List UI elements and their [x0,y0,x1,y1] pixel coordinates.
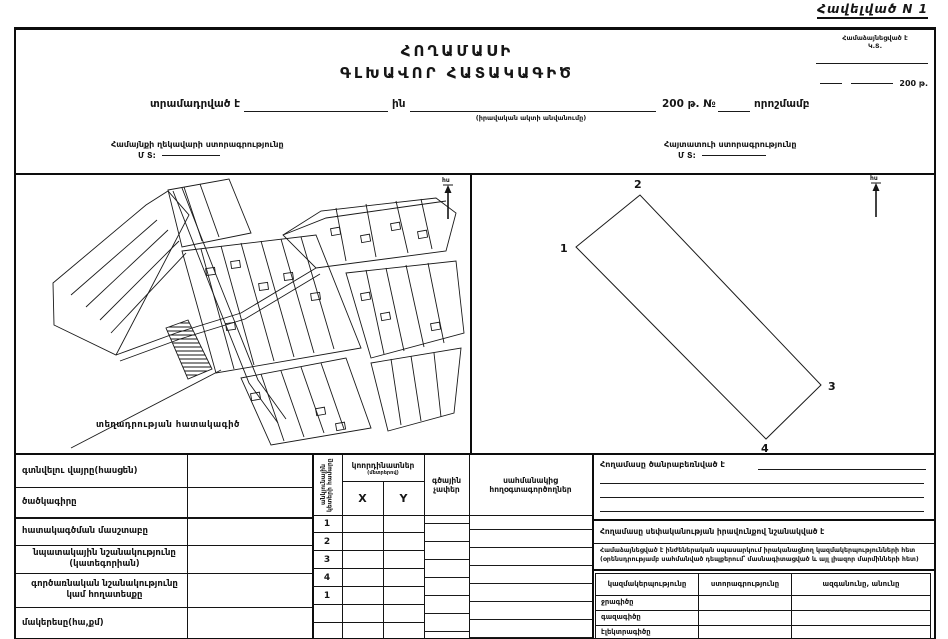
plot-vertex-2: 2 [634,178,642,191]
encumbrance-blank-0 [758,469,926,470]
attr-label-purpose: նպատակային նշանակությունը (կատեգորիան) [33,548,176,569]
north-label-right: հս [870,175,878,182]
plot-plan-svg [472,173,934,453]
attr-row-area [16,607,312,639]
signature-right-seal-row [678,151,766,160]
encumbrance-blank-3 [600,511,924,512]
adjacent-users-ruled-lines [469,529,592,639]
linear-header: գծային չափեր [431,476,462,494]
date-blank-month [851,83,893,84]
approval-block [816,34,934,51]
point-number: 1 [323,518,331,529]
form-sheet [14,27,936,639]
services-row-gas: գազագիծը [596,610,703,626]
provision-blank-act [410,111,656,112]
corner-number-header-cell [312,455,342,515]
provision-blank-number [718,111,750,112]
form-title-line1: ՀՈՂԱՄԱՍԻ [400,42,514,60]
coord-row-7 [312,623,424,639]
agreement-text [592,544,934,564]
point-number: 3 [323,554,331,565]
y-header: Y [399,491,408,505]
signature-right-label: Հայտատուի ստորագրությունը [664,140,797,149]
north-arrow-left-icon [443,185,453,219]
signature-left-seal: Մ Տ: [138,151,156,160]
linear-measures-ruled-lines [424,523,469,639]
provision-act-caption: (իրավական ակտի անվանումը) [475,114,587,122]
coord-row-4 [312,569,424,587]
signature-right-seal: Մ Տ: [678,151,696,160]
signature-right-blank [702,155,766,156]
corner-number-header: անկյունային կետերի համարը [319,458,333,512]
attr-row-location [16,455,312,488]
location-plan-caption: տեղադրության հատակագիծ [96,420,240,430]
map-parcels [53,179,464,448]
provision-year-label: 200 թ. № [662,98,716,110]
provision-blank-recipient [244,111,388,112]
services-header-name: ազգանունը, անունը [792,574,930,596]
plot-boundary [576,195,821,439]
coords-header: կոորդինատներ [351,460,415,470]
encumbrance-label: Հողամասը ծանրաբեռնված է [600,460,725,469]
services-col-border-2 [791,574,792,639]
point-number: 2 [323,536,331,547]
approval-date-suffix: 200 թ. [899,79,928,88]
signature-left-label: Համայնքի ղեկավարի ստորագրությունը [111,140,284,149]
approval-seal: Կ.Տ. [867,42,883,51]
plot-vertex-1: 1 [560,242,568,255]
attr-value-divider [187,455,188,639]
coords-header-cell [342,455,424,481]
point-number: 4 [323,572,331,583]
services-table [595,573,931,639]
agreement-section [592,543,934,570]
provision-decision-label: որոշմամբ [754,98,810,110]
attr-label-area: մակերեսը(հա,քմ) [22,617,104,628]
coord-row-5 [312,587,424,605]
attr-label-code: ծածկագիրը [22,496,77,507]
bottom-band [16,453,934,639]
plot-vertex-3: 3 [828,380,836,393]
form-title-line2: ԳԼԽԱՎՈՐ ՀԱՏԱԿԱԳԻԾ [340,64,574,82]
attr-label-scale: հատակագծման մասշտաբը [22,525,148,536]
signature-left-blank [162,155,220,156]
services-row-line-1 [698,610,930,611]
services-row-water: ջրագիծը [596,595,703,611]
appendix-label: Հավելված N 1 [817,2,928,19]
attr-row-purpose [16,545,312,574]
provision-to-label: ին [392,98,406,110]
agreement-line1: Համաձայնեցված է ինժեներական սպասարկում իրականացնող կազմակերպությունների հետ [600,547,916,554]
cadastral-map-svg [16,173,470,453]
services-section [592,569,934,639]
signature-left-seal-row [138,151,220,160]
point-number: 1 [323,590,331,601]
services-row-electric: էլեկտրագիծը [601,628,651,637]
x-header-cell [342,481,383,515]
encumbrance-blank-1 [600,483,924,484]
adjacent-header: սահմանակից հողօգտագործողներ [489,476,572,494]
coord-row-3 [312,551,424,569]
coords-subheader: (մետրերով) [367,469,399,476]
approval-signature-line [816,63,928,64]
date-blank-day [820,83,842,84]
agreement-line2: (օրենսդրությամբ սահմանված դեպքերում՝ մասնագիտացված և այլ լիազոր մարմինների հետ) [600,556,919,564]
north-label-left: հս [442,177,450,184]
attr-row-function [16,573,312,608]
coord-row-1 [312,515,424,533]
coord-row-2 [312,533,424,551]
attr-row-code [16,487,312,519]
coord-row-6 [312,605,424,623]
services-header-signature: ստորագրությունը [699,574,791,596]
services-header-org: կազմակերպությունը [596,574,698,596]
north-arrow-right-icon [871,183,881,217]
attr-row-scale [16,517,312,546]
x-header: X [358,491,367,505]
services-row-line-2 [698,625,930,626]
approval-line1: Համաձայնեցված է [842,34,908,42]
ownership-label: Հողամասը սեփականության իրավունքով նշանակված է [600,527,825,536]
provision-issued-label: տրամադրված է [150,98,241,110]
attr-label-location: գտնվելու վայրը(հասցեն) [22,465,138,476]
ownership-section [592,519,934,545]
attr-label-function: գործառնական նշանակությունը կամ հողատեսքը [31,579,178,600]
adjacent-header-cell [469,455,592,515]
approval-date-row [786,79,928,88]
encumbrance-blank-2 [600,497,924,498]
y-header-cell [383,481,424,515]
linear-header-cell [424,455,469,515]
plot-vertex-4: 4 [761,442,769,453]
